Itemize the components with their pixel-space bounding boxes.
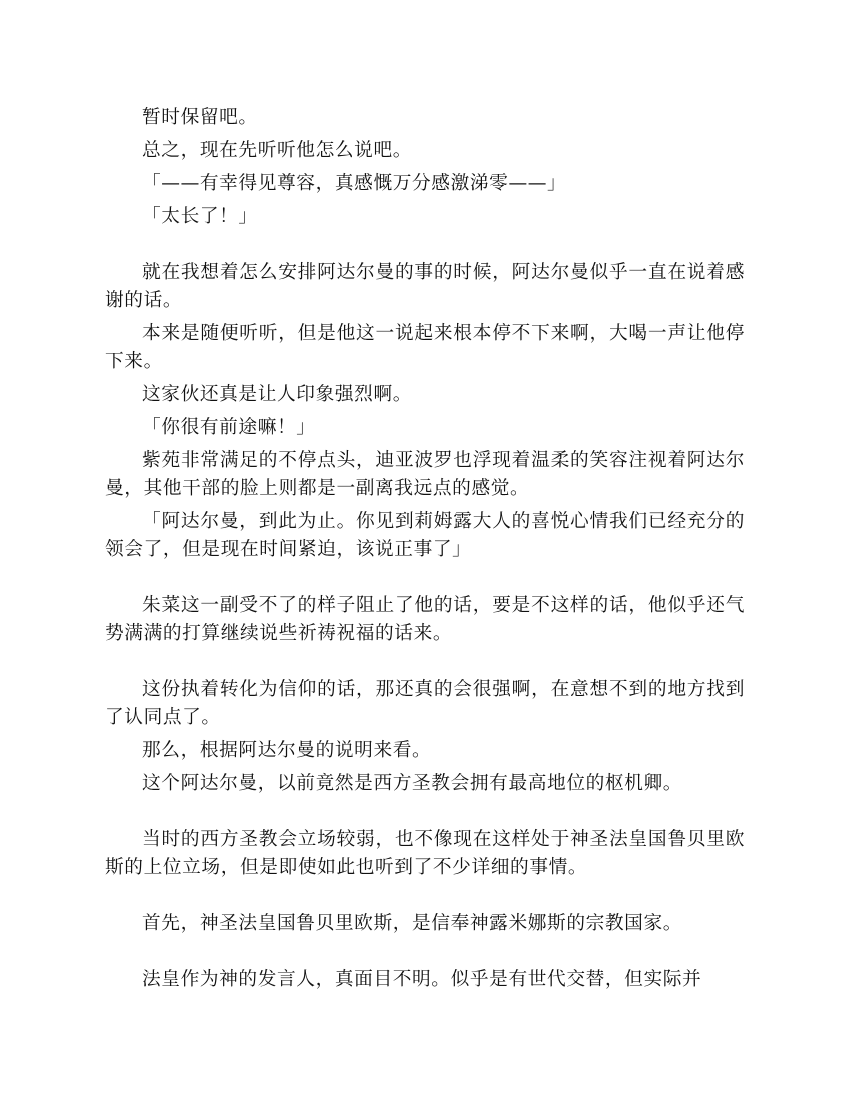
paragraph: 本来是随便听听，但是他这一说起来根本停不下来啊，大喝一声让他停下来。 bbox=[105, 323, 745, 372]
paragraph: 这份执着转化为信仰的话，那还真的会很强啊，在意想不到的地方找到了认同点了。 bbox=[105, 679, 745, 728]
paragraph: 那么，根据阿达尔曼的说明来看。 bbox=[142, 740, 432, 761]
paragraph: 朱菜这一副受不了的样子阻止了他的话，要是不这样的话，他似乎还气势满满的打算继续说些祈祷祝福的话来。 bbox=[105, 595, 745, 644]
dialogue-line: 「阿达尔曼，到此为止。你见到莉姆露大人的喜悦心情我们已经充分的领会了，但是现在时间紧迫，该说正事了」 bbox=[105, 511, 745, 560]
dialogue-line: 「你很有前途嘛！」 bbox=[142, 417, 316, 438]
paragraph: 总之，现在先听听他怎么说吧。 bbox=[142, 140, 413, 161]
paragraph: 这家伙还真是让人印象强烈啊。 bbox=[142, 384, 413, 405]
paragraph: 这个阿达尔曼，以前竟然是西方圣教会拥有最高地位的枢机卿。 bbox=[142, 773, 683, 794]
paragraph: 首先，神圣法皇国鲁贝里欧斯，是信奉神露米娜斯的宗教国家。 bbox=[142, 913, 683, 934]
body-text bbox=[105, 104, 745, 999]
paragraph: 法皇作为神的发言人，真面目不明。似乎是有世代交替，但实际并 bbox=[142, 969, 702, 990]
dialogue-line: 「——有幸得见尊容，真感慨万分感激涕零——」 bbox=[142, 173, 567, 194]
paragraph: 紫苑非常满足的不停点头，迪亚波罗也浮现着温柔的笑容注视着阿达尔曼，其他干部的脸上则都是一副离我远点的感觉。 bbox=[105, 450, 745, 499]
dialogue-line: 「太长了！」 bbox=[142, 206, 258, 227]
paragraph: 暂时保留吧。 bbox=[142, 107, 258, 128]
paragraph: 当时的西方圣教会立场较弱，也不像现在这样处于神圣法皇国鲁贝里欧斯的上位立场，但是即使如此也听到了不少详细的事情。 bbox=[105, 829, 745, 878]
paragraph: 就在我想着怎么安排阿达尔曼的事的时候，阿达尔曼似乎一直在说着感谢的话。 bbox=[105, 262, 745, 311]
